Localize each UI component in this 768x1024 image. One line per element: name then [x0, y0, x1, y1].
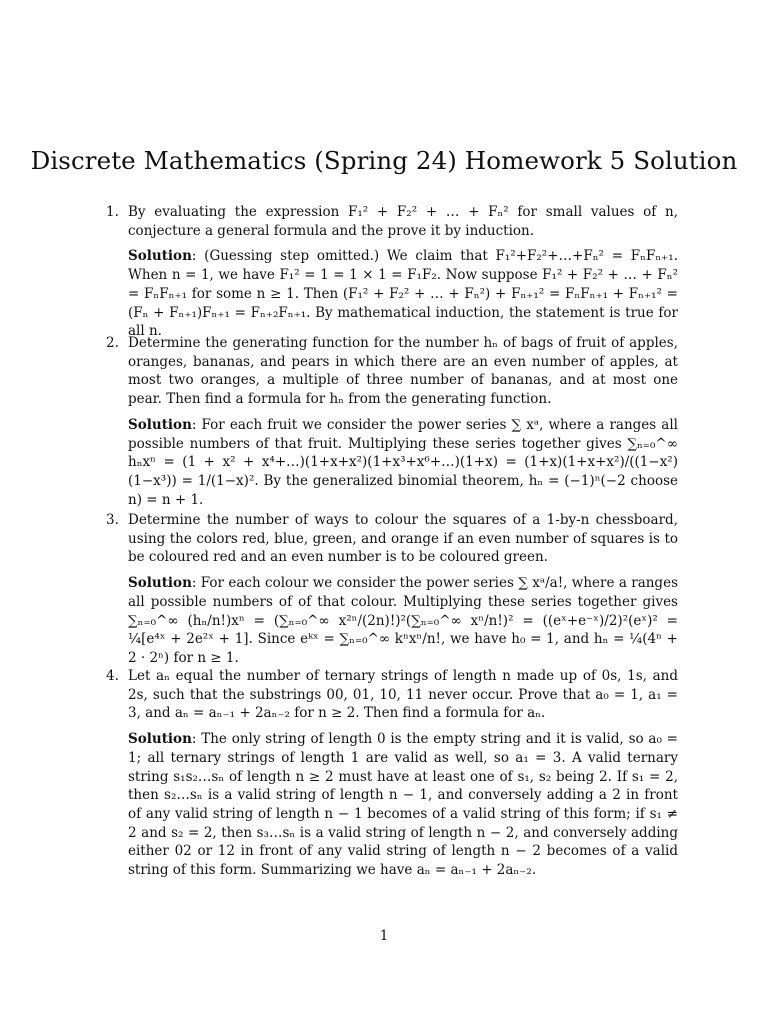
solution [128, 416, 678, 510]
problem-statement: Let aₙ equal the number of ternary strings of length n made up of 0s, 1s, and 2s, such that the substrings 00, 01, 10, 11 never occur. Prove that a₀ = 1, a₁ = 3, and aₙ = aₙ₋₁ + 2aₙ₋₂ for n ≥ 2. Then find a formula for aₙ. [128, 668, 678, 722]
problem-statement: Determine the number of ways to colour the squares of a 1-by-n chessboard, using the colors red, blue, green, and orange if an even number of squares is to be coloured red and an even number is to be coloured green. [128, 512, 678, 566]
problem-3 [108, 511, 678, 668]
page-number: 1 [379, 928, 389, 944]
solution-label: Solution [128, 731, 192, 748]
problem-number: 4. [106, 668, 119, 684]
solution-text: : (Guessing step omitted.) We claim that F₁²+F₂²+…+Fₙ² = FₙFₙ₊₁. When n = 1, we have F₁² = 1 = 1 × 1 = F₁F₂. Now suppose F₁² + F₂² + … + Fₙ² = FₙFₙ₊₁ for some n ≥ 1. Then (F₁² + F₂² + … + Fₙ²) + Fₙ₊₁² = FₙFₙ₊₁ + Fₙ₊₁² = (Fₙ + Fₙ₊₁)Fₙ₊₁ = Fₙ₊₂Fₙ₊₁. By mathematical induction, the statement is true for all n. [128, 248, 678, 340]
solution-text: : For each colour we consider the power series ∑ xᵃ/a!, where a ranges all possible numbers of of that colour. Multiplying these series together gives ∑ₙ₌₀^∞ (hₙ/n!)xⁿ = (∑ₙ₌₀^∞ x²ⁿ/(2n)!)²(∑ₙ₌₀^∞ xⁿ/n!)² = ((eˣ+e⁻ˣ)/2)²(eˣ)² = ¼[e⁴ˣ + 2e²ˣ + 1]. Since eᵏˣ = ∑ₙ₌₀^∞ kⁿxⁿ/n!, we have h₀ = 1, and hₙ = ¼(4ⁿ + 2 · 2ⁿ) for n ≥ 1. [128, 575, 678, 666]
solution [128, 730, 678, 880]
problem-2 [108, 334, 678, 509]
problem-1 [108, 203, 678, 341]
solution-text: : For each fruit we consider the power series ∑ xᵃ, where a ranges all possible numbers of that fruit. Multiplying these series together gives ∑ₙ₌₀^∞ hₙxⁿ = (1 + x² + x⁴+…)(1+x+x²)(1+x³+x⁶+…)(1+x) = (1+x)(1+x+x²)/((1−x²)(1−x³)) = 1/(1−x)². By the generalized binomial theorem, hₙ = (−1)ⁿ(−2 choose n) = n + 1. [128, 416, 678, 508]
problem-number: 2. [106, 335, 119, 351]
solution-text: : The only string of length 0 is the empty string and it is valid, so a₀ = 1; all ternary strings of length 1 are valid as well, so a₁ = 3. A valid ternary string s₁s₂…sₙ of length n ≥ 2 must have at least one of s₁, s₂ being 2. If s₁ = 2, then s₂…sₙ is a valid string of length n − 1, and conversely adding a 2 in front of any valid string of length n − 1 becomes of a valid string of this form; if s₁ ≠ 2 and s₂ = 2, then s₃…sₙ is a valid string of length n − 2, and conversely adding either 02 or 12 in front of any valid string of length n − 2 becomes of a valid string of this form. Summarizing we have aₙ = aₙ₋₁ + 2aₙ₋₂. [128, 731, 678, 879]
problem-number: 3. [106, 512, 119, 528]
solution-label: Solution [128, 248, 192, 265]
solution [128, 574, 678, 668]
problem-statement: Determine the generating function for the number hₙ of bags of fruit of apples, oranges, bananas, and pears in which there are an even number of apples, at most two oranges, a multiple of three number of bananas, and at most one pear. Then find a formula for hₙ from the generating function. [128, 335, 678, 408]
solution [128, 247, 678, 341]
page-title: Discrete Mathematics (Spring 24) Homework 5 Solution [30, 146, 738, 175]
problem-4 [108, 667, 678, 880]
solution-label: Solution [128, 416, 192, 433]
solution-label: Solution [128, 575, 192, 592]
problem-statement: By evaluating the expression F₁² + F₂² + … + Fₙ² for small values of n, conjecture a general formula and the prove it by induction. [128, 204, 678, 239]
problem-number: 1. [106, 204, 119, 220]
